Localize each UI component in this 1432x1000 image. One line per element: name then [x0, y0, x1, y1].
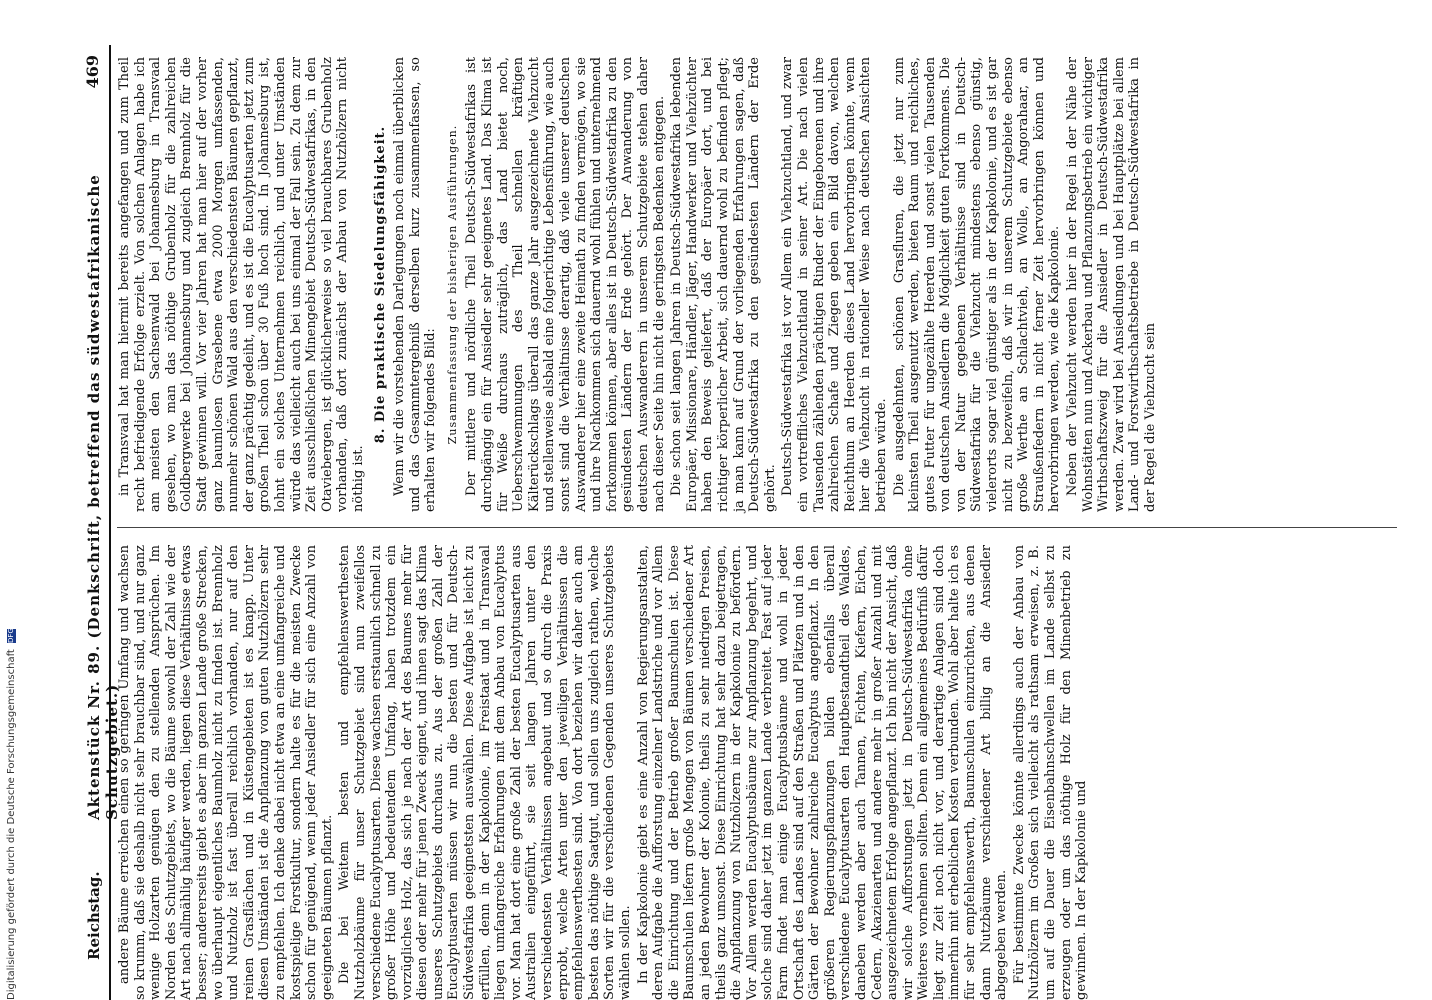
paragraph: In der Kapkolonie giebt es eine Anzahl von Regierungsanstalten, deren Aufgabe die Aufforstung einzelner Landstriche und vor Allem die Einrichtung und der Betrieb großer Baumschulen ist. Diese Baumschulen liefern große Mengen von Bäumen verschiedener Art an jeden Bewohner der Kolonie, theils zu sehr niedrigen Preisen, theils ganz umsonst. Diese Einrichtung hat sehr dazu beigetragen, die Anpflanzung von Nutzhölzern in der Kapkolonie zu befördern. Vor Allem werden Eucalyptusbäume zur Anpflanzung begehrt, und solche sind daher jetzt im ganzen Lande verbreitet. Fast auf jeder Farm findet man einige Eucalyptusbäume und wohl in jeder Ortschaft des Landes sind auf den Straßen und Plätzen und in den Gärten der Bewohner zahlreiche Eucalyptus angepflanzt. In den größeren Regierungspflanzungen bilden ebenfalls überall verschiedene Eucalyptusarten den Hauptbestandtheil des Waldes, daneben werden aber auch Tannen, Fichten, Kiefern, Eichen, Cedern, Akazienarten und andere mehr in großer Anzahl und mit ausgezeichnetem Erfolge angepflanzt. Ich bin nicht der Ansicht, daß wir solche Aufforstungen jetzt in Deutsch-Südwestafrika ohne Weiteres vornehmen sollten. Denn ein allgemeines Bedürfniß dafür liegt zur Zeit noch nicht vor, und derartige Anlagen sind doch immerhin mit erheblichen Kosten verbunden. Wohl aber halte ich es für sehr empfehlenswerth, Baumschulen einzurichten, aus denen dann Nutzbäume verschiedener Art billig an die Ansiedler abgegeben werden.	[635, 545, 1010, 1000]
paragraph: Deutsch-Südwestafrika ist vor Allem ein Viehzuchtland, und zwar ein vortreffliches Viehzuchtland in seiner Art. Die nach vielen Tausenden zählenden prächtigen Rinder der Eingeborenen und ihre zahlreichen Schafe und Ziegen geben ein Bild davon, welchen Reichthum an Heerden dieses Land hervorbringen könnte, wenn hier die Viehzucht in rationeller Weise nach deutschen Ansichten betrieben würde.	[780, 57, 889, 512]
paragraph: Die ausgedehnten, schönen Grasfluren, die jetzt nur zum kleinsten Theil ausgenutzt werden, bieten Raum und reichliches, gutes Futter für ungezählte Heerden und sonst vielen Tausenden von deutschen Ansiedlern die Möglichkeit guten Fortkommens. Die von der Natur gegebenen Verhältnisse sind in Deutsch-Südwestafrika für die Viehzucht mindestens ebenso günstig, vielerorts sogar viel günstiger als in der Kapkolonie, und es ist gar nicht zu bezweifeln, daß wir in unserem Schutzgebiete ebenso große Werthe an Schlachtvieh, an Wolle, an Angorahaar, an Straußenfedern in nicht ferner Zeit hervorbringen können und hervorbringen werden, wie die Kapkolonie.	[891, 57, 1063, 512]
paragraph: Neben der Viehzucht werden hier in der Regel in der Nähe der Wohnstätten nun und Ackerbau und Pflanzungsbetrieb ein wichtiger Wirthschaftszweig für die Ansiedler in Deutsch-Südwestafrika werden. Zwar wird bei Ansiedlungen und bei Hauptplätze bei allem Land- und Forstwirthschaftsbetriebe in Deutsch-Südwestafrika in der Regel die Viehzucht sein	[1065, 57, 1158, 512]
page-number: 469	[83, 55, 102, 89]
paragraph: Die bei Weitem besten und empfehlenswerthesten Nutzholzbäume für unser Schutzgebiet sind nun zweifellos verschiedene Eucalyptusarten. Diese wachsen erstaunlich schnell zu großer Höhe und bedeutendem Umfang, haben trotzdem ein vorzügliches Holz, das sich je nach der Art des Baumes mehr für diesen oder mehr für jenen Zweck eignet, und ihnen sagt das Klima unseres Schutzgebiets durchaus zu. Aus der großen Zahl der Eucalyptusarten müssen wir nun die besten und für Deutsch-Südwestafrika geeignetsten auswählen. Diese Aufgabe ist leicht zu erfüllen, denn in der Kapkolonie, im Freistaat und in Transvaal liegen umfangreiche Erfahrungen mit dem Anbau von Eucalyptus vor. Man hat dort eine große Zahl der besten Eucalyptusarten aus Australien eingeführt, sie seit langen Jahren unter den verschiedensten Verhältnissen angebaut und so durch die Praxis erprobt, welche Arten unter den jeweiligen Verhältnissen die empfehlenswerthesten sind. Von dort beziehen wir daher auch am besten das nöthige Saatgut, und sollen uns zugleich rathen, welche Sorten wir für die verschiedenen Gegenden unseres Schutzgebiets wählen sollen.	[337, 545, 633, 1000]
column-divider	[117, 527, 1397, 528]
digitization-credit	[6, 628, 26, 1000]
paragraph: Die schon seit langen Jahren in Deutsch-Südwestafrika lebenden Europäer, Missionare, Händler, Jäger, Handwerker und Viehzüchter haben den Beweis geliefert, daß der Europäer dort, und bei richtiger körperlicher Arbeit, sich dauernd wohl zu befinden pflegt; ja man kann auf Grund der vorliegenden Erfahrungen sagen, daß Deutsch-Südwestafrika zu den gesündesten Ländern der Erde gehört.	[669, 57, 778, 512]
paragraph: Wenn wir die vorstehenden Darlegungen noch einmal überblicken und das Gesammtergebniß derselben kurz zusammenfassen, so erhalten wir folgendes Bild:	[392, 57, 439, 512]
dfg-logo: DFG	[6, 628, 15, 643]
document-page	[75, 45, 1425, 1000]
section-heading: 8. Die praktische Siedelungsfähigkeit.	[372, 125, 388, 444]
right-column	[117, 57, 1161, 512]
header-title	[85, 45, 121, 820]
paragraph: Der mittlere und nördliche Theil Deutsch-Südwestafrikas ist durchgängig ein für Ansiedler sehr geeignetes Land. Das Klima ist für Weiße durchaus zuträglich, das Land bietet noch, Ueberschwemmungen des Theil schnellen kräftigen Kälterückschlags überall das ganze Jahr ausgezeichnete Viehzucht und stellenweise alsbald eine folgerichtige Lebensführung, wie auch sonst sind die Verhältnisse derartig, daß viele unserer deutschen Auswanderer hier eine zweite Heimath zu finden vermögen, wo sie und ihre Nachkommen sich dauernd wohl fühlen und unternehmend fortkommen können, aber alles ist in Deutsch-Südwestafrika zu den gesündesten Ländern der Erde gehört. Der Anwanderung von deutschen Auswanderern in unserem Schutzgebiete stehen daher nach dieser Seite hin nicht die geringsten Bedenken entgegen.	[464, 57, 667, 512]
credit-text: Digitalisierung gefördert durch die Deutsche Forschungsgemeinschaft	[6, 649, 17, 1000]
header-document-label: Aktenstück Nr. 89.	[85, 644, 103, 820]
header-document-title: (Denkschrift, betreffend das südwestafrikanische Schutzgebiet.)	[85, 174, 121, 820]
paragraph: andere Bäume erreichen einen so geringen Umfang und wachsen so krumm, daß sie deshalb nicht sehr brauchbar sind, und nur ganz wenige Holzarten genügen den zu stellenden Ansprüchen. Im Norden des Schutzgebiets, wo die Bäume sowohl der Zahl wie der Art nach allmählig häufiger werden, liegen diese Verhältnisse etwas besser; andererseits giebt es aber im ganzen Lande große Strecken, wo überhaupt eigentliches Baumholz nicht zu finden ist. Brennholz und Nutzholz ist fast überall reichlich vorhanden, nur auf den reinen Grasflächen und in Küstengebieten ist es knapp. Unter diesen Umständen ist die Anpflanzung von guten Nutzhölzern sehr zu empfehlen. Ich denke dabei nicht etwa an eine umfangreiche und kostspielige Forstkultur, sondern halte es für die meisten Zwecke schon für genügend, wenn jeder Ansiedler für sich eine Anzahl von geeigneten Bäumen pflanzt.	[117, 545, 335, 1000]
header-body-label: Reichstag.	[85, 871, 103, 960]
subheading: Zusammenfassung der bisherigen Ausführungen.	[445, 124, 459, 445]
paragraph: in Transvaal hat man hiermit bereits angefangen und zum Theil recht befriedigende Erfolge erzielt. Von solchen Anlagen habe ich am meisten den Sachsenwald bei Johannesburg in Transvaal gesehen, wo man das nöthige Grubenholz für die zahlreichen Goldbergwerke bei Johannesburg und zugleich Brennholz für die Stadt gewinnen will. Vor vier Jahren hat man hier auf der vorher ganz baumlosen Grasebene etwa 2000 Morgen umfassenden, nunmehr schönen Wald aus den verschiedensten Bäumen gepflanzt, der ganz prächtig gedeiht, und es ist die Eucalyptusarten jetzt zum großen Theil schon über 30 Fuß hoch sind. In Johannesburg ist, lohnt ein solches Unternehmen reichlich, und unter Umständen würde das vielleicht auch bei uns einmal der Fall sein. Zu dem zur Zeit ausschließlichen Minengebiet Deutsch-Südwestafrikas, in den Otaviebergen, ist glücklicherweise so viel brauchbares Grubenholz vorhanden, daß dort zunächst der Anbau von Nutzhölzern nicht nöthig ist.	[117, 57, 366, 512]
paragraph: Für bestimmte Zwecke könnte allerdings auch der Anbau von Nutzhölzern im Großen sich vielleicht als rathsam erweisen, z. B. um auf die Dauer die Eisenbahnschwellen im Lande selbst zu erzeugen oder um das nöthige Holz für den Minenbetrieb zu gewinnen. In der Kapkolonie und	[1011, 545, 1090, 1000]
running-header	[75, 45, 121, 1000]
left-column	[117, 545, 1092, 1000]
